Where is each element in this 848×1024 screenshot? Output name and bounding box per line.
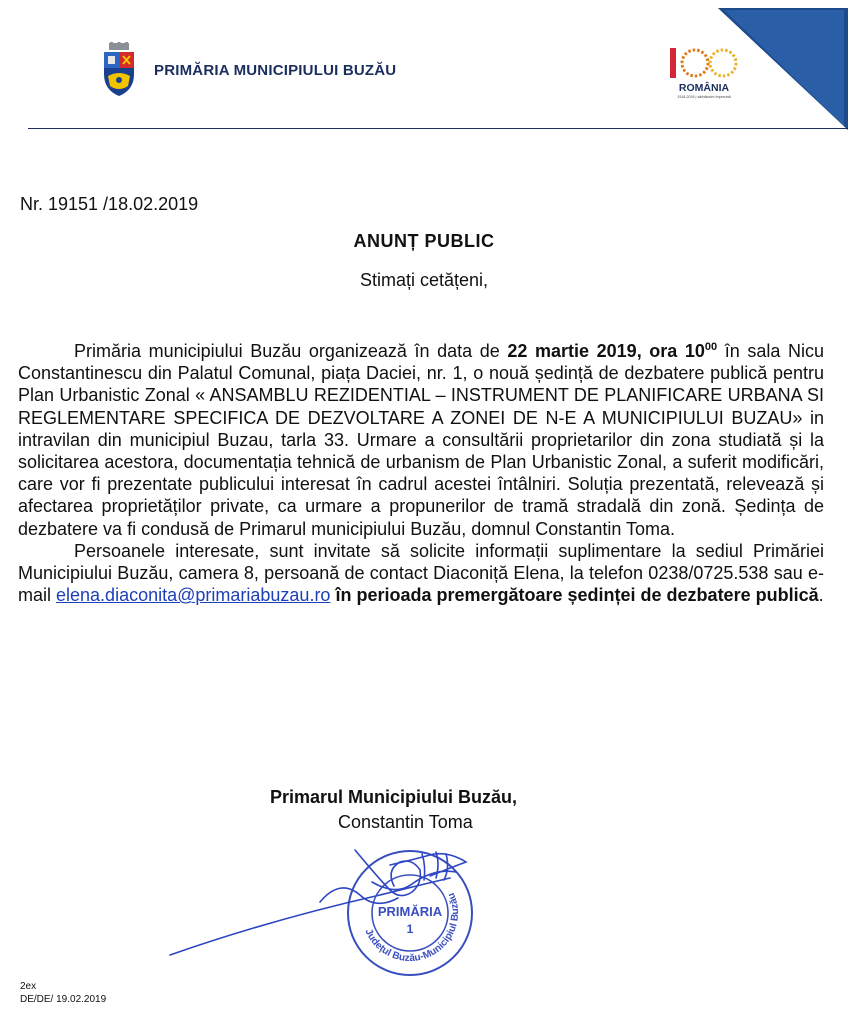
registration-number: Nr. 19151 /18.02.2019 xyxy=(20,194,199,214)
institution-name: PRIMĂRIA MUNICIPIULUI BUZĂU xyxy=(154,61,397,79)
handwritten-signature xyxy=(170,850,466,955)
signature-and-stamp xyxy=(150,840,570,990)
centenary-logo-tagline: 1918-2018 | sărbătorim împreună xyxy=(677,95,731,99)
copies-count: 2ex xyxy=(20,981,37,992)
stamp-number: 1 xyxy=(406,922,414,936)
paragraph-1 xyxy=(18,340,824,540)
buzau-coat-of-arms-icon xyxy=(98,42,140,98)
document-title: ANUNȚ PUBLIC xyxy=(353,231,495,251)
contact-email-link[interactable]: elena.diaconita@primariabuzau.ro xyxy=(56,585,331,606)
stamp-ring-text: Județul Buzău-Municipiul Buzău xyxy=(362,891,462,965)
greeting: Stimați cetățeni, xyxy=(359,270,489,290)
signatory-name: Constantin Toma xyxy=(338,812,473,832)
header-divider xyxy=(28,128,848,129)
p1-text-a: Primăria municipiului Buzău organizează în data de xyxy=(74,341,508,361)
romania-centenary-logo xyxy=(664,44,744,100)
document-footer xyxy=(20,980,106,1006)
signatory-title: Primarul Municipiului Buzău, xyxy=(270,787,518,807)
p1-text-b: în sala Nicu Constantinescu din Palatul Comunal, piața Daciei, nr. 1, o nouă ședință de dezbatere publică pentru Plan Urbanistic Zonal « ANSAMBLU REZIDENTIAL – INSTRUMENT DE PLANIFICARE URBANA SI REGLEMENTARE SPECIFICA DE DEZVOLTARE A ZONEI DE N-E A MUNICIPIULUI BUZAU» in intravilan din municipiul Buzau, tarla 33. Urmare a consultării proprietarilor din zona studiată și la solicitarea acestora, documentația tehnică de urbanism de Plan Urbanistic Zonal, a suferit modificări, care vor fi prezentate publicului interesat în cadrul acestei întâlniri. Soluția prezentată, relevează și afectarea proprietăților private, ca urmare a propunerilor de tramă stradală din zonă. Ședința de dezbatere va fi condusă de Primarul municipiului Buzău, domnul Constantin Toma. xyxy=(18,341,825,539)
stamp-center-text: PRIMĂRIA xyxy=(377,904,443,919)
meeting-date: 22 martie 2019, ora 10 xyxy=(507,341,705,361)
p2-end: . xyxy=(818,585,824,606)
paragraph-2 xyxy=(18,540,824,607)
reference-initials: DE/DE/ 19.02.2019 xyxy=(20,994,107,1005)
centenary-logo-text: ROMÂNIA xyxy=(678,82,730,94)
meeting-time-sup: 00 xyxy=(704,341,718,353)
announcement-body xyxy=(18,340,824,606)
p2-text-a: Persoanele interesate, sunt invitate să solicite informații suplimentare la sediul Primăriei Municipiului Buzău, camera 8, persoană de contact Diaconiță Elena, la telefon 0238/0725.538 sau e-mail xyxy=(18,540,824,606)
letterhead xyxy=(98,42,396,98)
p2-bold-text: în perioada premergătoare ședinței de dezbatere publică xyxy=(330,585,819,606)
